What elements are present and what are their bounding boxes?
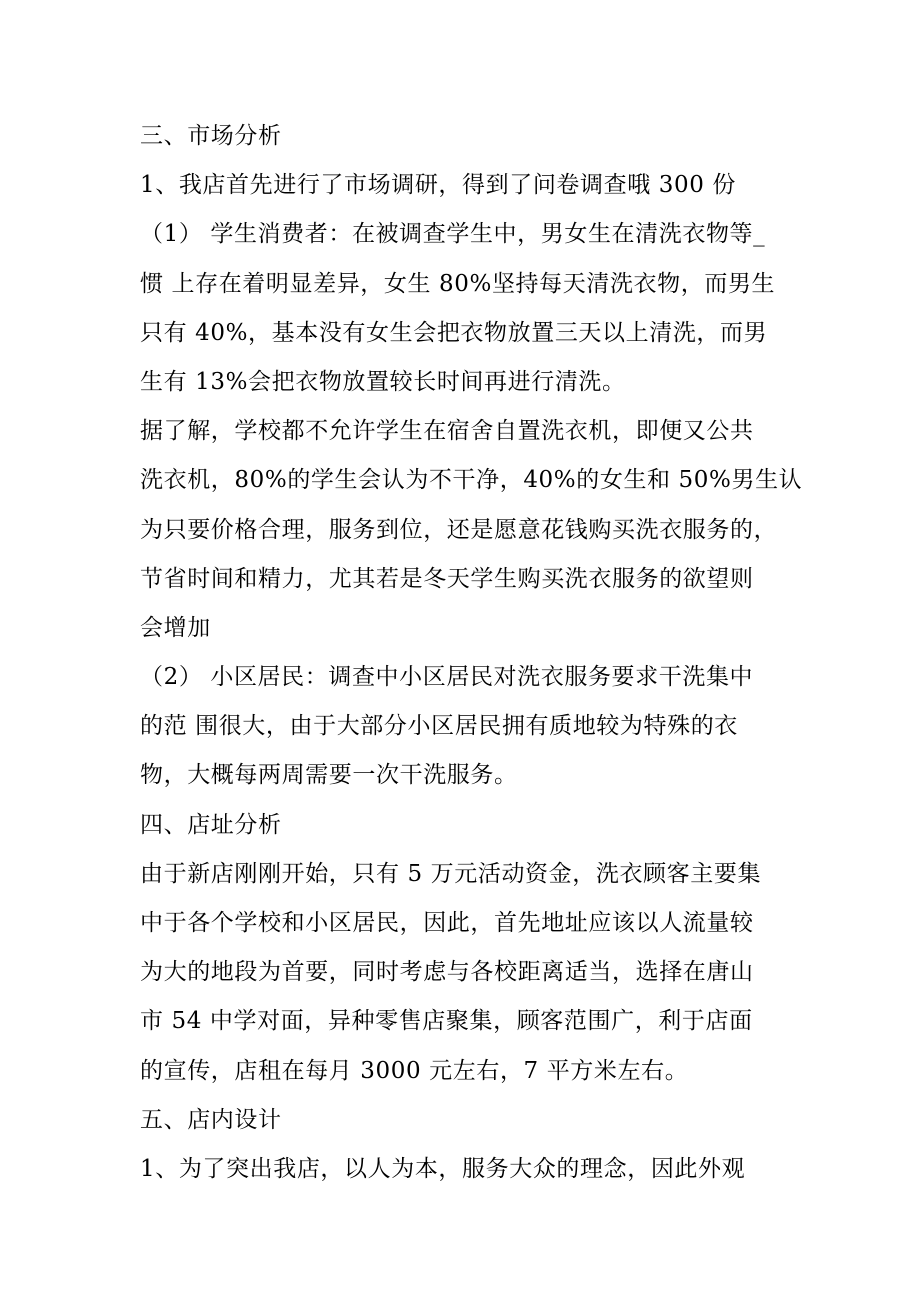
paragraph-line: 节省时间和精力，尤其若是冬天学生购买洗衣服务的欲望则 <box>140 565 754 592</box>
paragraph-line: 的宣传，店租在每月 3000 元左右，7 平方米左右。 <box>140 1057 689 1084</box>
paragraph-line: 物，大概每两周需要一次干洗服务。 <box>140 762 518 789</box>
paragraph-line: 为大的地段为首要，同时考虑与各校距离适当，选择在唐山 <box>140 959 754 986</box>
paragraph-line: （2） 小区居民：调查中小区居民对洗衣服务要求干洗集中 <box>140 664 754 691</box>
section-heading-location-analysis: 四、店址分析 <box>140 811 282 838</box>
paragraph-line: 洗衣机，80%的学生会认为不干净，40%的女生和 50%男生认 <box>140 467 803 494</box>
paragraph-line: 据了解，学校都不允许学生在宿舍自置洗衣机，即便又公共 <box>140 418 754 445</box>
paragraph-line: 的范 围很大，由于大部分小区居民拥有质地较为特殊的衣 <box>140 713 738 740</box>
paragraph-line: 会增加 <box>140 614 211 641</box>
section-heading-store-design: 五、店内设计 <box>140 1106 282 1133</box>
paragraph-line: 1、我店首先进行了市场调研，得到了问卷调查哦 300 份 <box>140 172 736 199</box>
paragraph-line: 为只要价格合理，服务到位，还是愿意花钱购买洗衣服务的， <box>140 516 778 543</box>
paragraph-line: 生有 13%会把衣物放置较长时间再进行清洗。 <box>140 368 626 395</box>
paragraph-line: 市 54 中学对面，异种零售店聚集，顾客范围广，利于店面 <box>140 1008 753 1035</box>
paragraph-line: 1、为了突出我店，以人为本，服务大众的理念，因此外观 <box>140 1155 746 1182</box>
paragraph-line: 由于新店刚刚开始，只有 5 万元活动资金，洗衣顾客主要集 <box>140 860 762 887</box>
document-body <box>140 112 803 1194</box>
paragraph-line: （1） 学生消费者：在被调查学生中，男女生在清洗衣物等_ <box>140 221 766 248</box>
section-heading-market-analysis: 三、市场分析 <box>140 123 282 149</box>
paragraph-line: 只有 40%，基本没有女生会把衣物放置三天以上清洗，而男 <box>140 319 768 346</box>
paragraph-line: 中于各个学校和小区居民，因此，首先地址应该以人流量较 <box>140 910 754 936</box>
paragraph-line: 惯 上存在着明显差异，女生 80%坚持每天清洗衣物，而男生 <box>140 270 776 297</box>
